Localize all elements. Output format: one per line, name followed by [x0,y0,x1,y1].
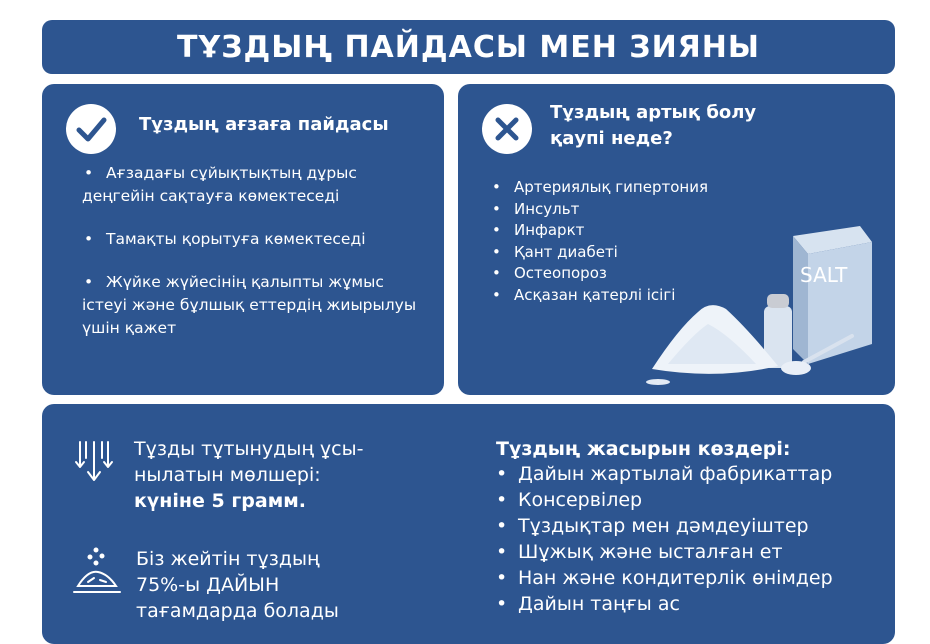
list-item: • Консервілер [496,489,643,511]
salt-illustration [638,214,888,394]
list-item: • Асқазан қатерлі ісігі [492,285,676,304]
list-item: • Нан және кондитерлік өнімдер [496,567,833,589]
recommended-intake: Тұзды тұтынудың ұсы- нылатын мөлшері: күніне 5 грамм. [134,438,364,512]
list-item: • Инфаркт [492,221,585,239]
list-item: • Жүйке жүйесінің қалыпты жұмыс істеуі және бұлшық еттердің жиырылуы үшін қажет [82,273,417,337]
down-arrows-icon [74,440,118,484]
list-item: • Остеопороз [492,264,607,282]
list-item: • Тамақты қорытуға көмектеседі [84,230,366,248]
risks-panel [458,84,895,395]
list-item: • Артериялық гипертония [492,178,708,196]
hidden-sources-list [496,461,886,617]
cross-icon [482,104,532,154]
list-item: • Шұжық және ысталған ет [496,541,783,563]
benefits-heading: Тұздың ағзаға пайдасы [139,114,389,135]
list-item: • Дайын таңғы ас [496,593,680,615]
list-item: • Дайын жартылай фабрикаттар [496,463,833,485]
ready-food-share: Біз жейтін тұздың 75%-ы ДАЙЫН тағамдарда болады [136,548,339,622]
benefits-list [82,162,432,360]
list-item: • Инсульт [492,199,580,218]
page-title: ТҰЗДЫҢ ПАЙДАСЫ МЕН ЗИЯНЫ [177,29,760,65]
benefits-panel [42,84,444,395]
list-item: • Қант диабеті [492,242,618,261]
list-item: • Ағзадағы сұйықтықтың дұрыс деңгейін сақтауға көмектеседі [82,164,357,205]
title-banner [42,20,895,74]
checkmark-icon [66,104,116,154]
intake-panel [42,404,895,644]
risks-heading: Тұздың артық болу қаупі неде? [550,102,757,149]
list-item: • Тұздықтар мен дәмдеуіштер [496,515,809,537]
hidden-sources-heading: Тұздың жасырын көздері: [496,438,791,460]
salt-pile-icon [72,546,122,596]
salt-box-label: SALT [800,263,848,287]
